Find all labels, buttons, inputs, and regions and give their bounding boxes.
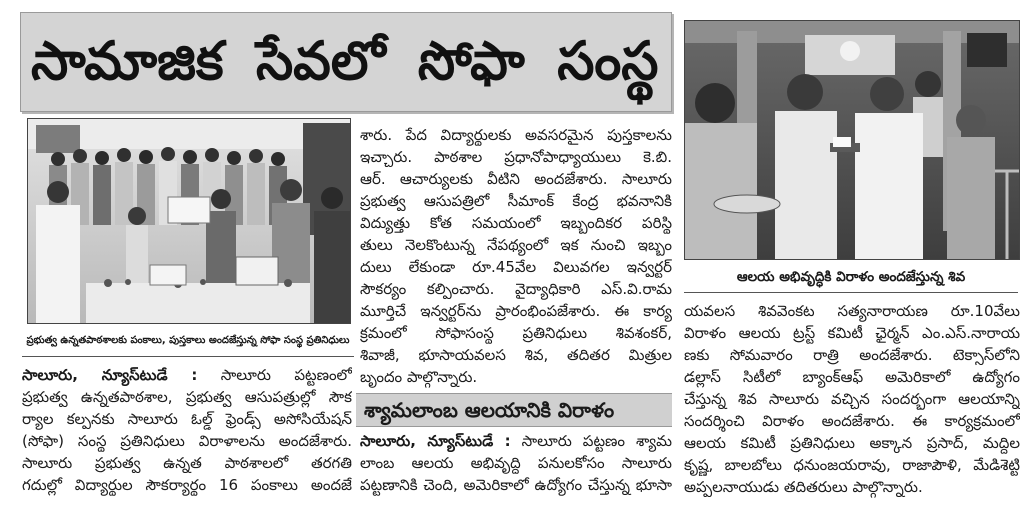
text-line: శివాజీ, భూసాయవలస శివ, తదితర మిత్రుల xyxy=(360,346,672,364)
text-line: కృష్ణ, బాలబోలు ధనుంజయరావు, రాజాపౌళి, మేడిశెట్టి xyxy=(684,456,1020,474)
text-line: (సోఫా) సంస్థ ప్రతినిధులు విరాళాలను అందజేశారు. xyxy=(22,432,352,450)
column-2 xyxy=(360,124,672,388)
subheading-banner xyxy=(356,393,672,427)
subheading: శ్యామలాంబ ఆలయానికి విరాళం xyxy=(364,398,615,422)
text-line: ణకు సోమవారం రాత్రి అందజేశారు. టెక్సాస్‌లోని xyxy=(684,346,1020,364)
text-line: ప్రభుత్వ ఉన్నతపాఠశాల, ప్రభుత్వ ఆసుపత్రుల్లో సౌక xyxy=(22,388,352,406)
column-3 xyxy=(684,300,1020,498)
text-line: శారు. పేద విద్యార్థులకు అవసరమైన పుస్తకాలను xyxy=(360,126,672,144)
photo-school-donation-image xyxy=(28,119,350,323)
text-line: ఆలయ కమిటీ ప్రతినిధులు అక్కాన ప్రసాద్, మద్దిల xyxy=(684,434,1020,452)
dateline: సాలూరు, న్యూస్‌టుడే : xyxy=(360,432,511,450)
text-line: పట్టణానికి చెంది, అమెరికాలో ఉద్యోగం చేస్తున్న భూసా xyxy=(360,476,672,494)
photo-caption-school: ప్రభుత్వ ఉన్నతపాఠశాలకు పంకాలు, పుస్తకాలు అందజేస్తున్న సోఫా సంస్థ ప్రతినిధులు xyxy=(22,326,354,357)
text-line: చేస్తున్న శివ సాలూరు వచ్చిన సందర్భంగా ఆలయాన్ని xyxy=(684,390,1020,408)
text-line: దులు లేకుండా రూ.45వేల విలువగల ఇన్వర్టర్ xyxy=(360,258,672,276)
headline-banner xyxy=(20,12,672,112)
text-line: విరాళం ఆలయ ట్రస్ట్ కమిటీ ఛైర్మన్ ఎం.ఎస్.నారాయ xyxy=(684,324,1020,342)
text-line xyxy=(360,430,672,452)
text-line xyxy=(22,364,352,386)
photo-temple-donation-image xyxy=(685,21,1019,259)
text-line: మూర్తిచే ఇన్వర్టర్‌ను ప్రారంభింపజేశారు. ఈ కార్య xyxy=(360,302,672,320)
text-line: ప్రభుత్వ ఆసుపత్రిలో సీమాంక్ కేంద్ర భవనానికి xyxy=(360,192,672,210)
text-line: సౌకర్యం కల్పించారు. వైద్యాధికారి ఎస్.వి.రామ xyxy=(360,280,672,298)
text-line: డల్లాస్ సిటీలో బ్యాంక్‌ఆఫ్ అమెరికాలో ఉద్యోగం xyxy=(684,368,1020,386)
text-line: ఆర్. ఆచార్యులకు వీటిని అందజేశారు. సాలూరు xyxy=(360,170,672,188)
text-line: గదుల్లో విద్యార్థుల సౌకర్యార్థం 16 పంకాలు అందజే xyxy=(22,476,352,494)
column-2-lower xyxy=(360,430,672,496)
text-line: క్రమంలో సోఫాసంస్థ ప్రతినిధులు శివశంకర్, xyxy=(360,324,672,342)
text-line: విద్యుత్తు కోత సమయంలో ఇబ్బందికర పరిస్థి xyxy=(360,214,672,232)
column-1 xyxy=(22,364,352,496)
photo-temple-donation xyxy=(684,20,1020,260)
text-line: అప్పలనాయుడు తదితరులు పాల్గొన్నారు. xyxy=(684,478,923,496)
text-line: బృందం పాల్గొన్నారు. xyxy=(360,368,478,386)
text-line-content: సాలూరు పట్టణంలో xyxy=(220,366,352,384)
text-line: లాంబ ఆలయ అభివృద్ధి పనులకోసం సాలూరు xyxy=(360,454,672,472)
text-line: ర్యాల కల్పనకు సాలూరు ఓల్డ్ ఫ్రెండ్స్ అసోసియేషన్ xyxy=(22,410,352,428)
photo-caption-temple: ఆలయ అభివృద్ధికి విరాళం అందజేస్తున్న శివ xyxy=(684,262,1018,293)
headline: సామాజిక సేవలో సోఫా సంస్థ xyxy=(31,31,659,92)
dateline: సాలూరు, న్యూస్‌టుడే : xyxy=(22,366,198,384)
photo-school-donation xyxy=(27,118,351,324)
text-line: ఇచ్చారు. పాఠశాల ప్రధానోపాధ్యాయులు కె.బి. xyxy=(360,148,672,166)
text-line: తులు నెలకొంటున్న నేపథ్యంలో ఇక నుంచి ఇబ్బం xyxy=(360,236,672,254)
text-line-content: సాలూరు పట్టణం శ్యామ xyxy=(521,432,672,450)
text-line: యవలస శివవెంకట సత్యనారాయణ రూ.10వేలు xyxy=(684,302,1020,320)
text-line: సందర్శించి విరాళం అందజేశారు. ఈ కార్యక్రమంలో xyxy=(684,412,1020,430)
text-line: సాలూరు ప్రభుత్వ ఉన్నత పాఠశాలలో తరగతి xyxy=(22,454,352,472)
